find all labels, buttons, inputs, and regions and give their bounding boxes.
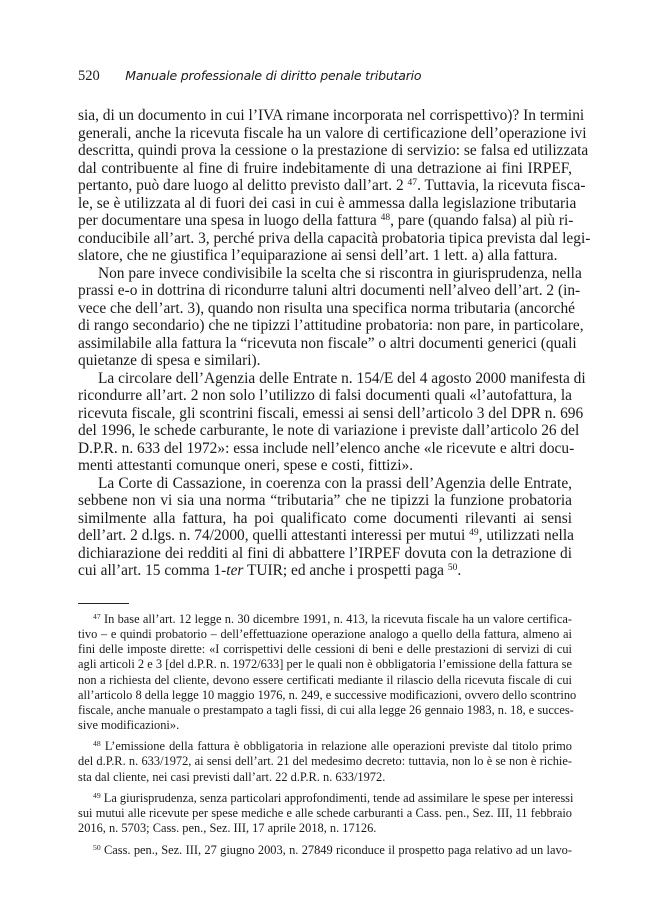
text-run: per documentare una spesa in luogo della fattura	[78, 212, 381, 229]
text-run: D.P.R. n. 633 del 1972»: essa include nell’elenco anche «le ricevute e altri docu-	[78, 439, 575, 457]
text-line	[78, 212, 572, 230]
text-run: del 1996, le schede carburante, le note di variazione i previste dall’articolo 26 del	[78, 422, 580, 439]
text-line	[78, 673, 572, 688]
text-run: del d.P.R. n. 633/1972, ai sensi dell’art. 21 del medesimo decreto: tuttavia, non lo è se non è richie-	[78, 754, 572, 769]
text-run: sta dal cliente, nei casi previsti dall’art. 22 d.P.R. n. 633/1972.	[78, 769, 386, 784]
text-run: dal contribuente al fine di fruire indebitamente di una detrazione ai fini IRPEF,	[78, 159, 572, 177]
text-line	[78, 739, 572, 754]
running-header	[78, 67, 421, 86]
text-line	[78, 422, 580, 440]
footnote-ref: 48	[380, 211, 391, 223]
text-run: fiscale, anche manuale o prestampato a tagli fissi, di cui alla legge 26 gennaio 1983, n. 18, e succes-	[78, 702, 574, 717]
text-run: 2016, n. 5703; Cass. pen., Sez. III, 17 aprile 2018, n. 17126.	[78, 821, 377, 836]
text-run: agli articoli 2 e 3 [del d.P.R. n. 1972/633] per le quali non è obbligatoria l’emissione della fattura se	[78, 657, 572, 672]
text-run: . Tuttavia, la ricevuta fisca-	[417, 177, 586, 194]
text-line	[78, 642, 572, 657]
text-run: similmente alla fattura, ha poi qualificato come documenti rilevanti ai sensi	[78, 509, 572, 527]
text-line	[78, 791, 572, 806]
text-run: fini delle imposte dirette: «I corrispettivi delle cessioni di beni e delle prestazioni di servizi di cui	[78, 642, 572, 657]
text-line	[78, 770, 572, 785]
footnote	[78, 739, 572, 784]
text-line	[78, 687, 577, 703]
text-run: sive modificazioni».	[78, 717, 180, 732]
footnotes	[78, 611, 577, 864]
text-line	[78, 475, 572, 493]
text-run: La Corte di Cassazione, in coerenza con la prassi dell’Agenzia delle Entrate,	[98, 474, 572, 492]
text-line	[78, 439, 575, 458]
text-run: ricevuta fiscale, gli scontrini fiscali, emessi ai sensi dell’articolo 3 del DPR n. 696	[78, 404, 584, 422]
text-line	[78, 492, 572, 510]
text-line	[78, 703, 572, 718]
paragraph	[78, 264, 584, 370]
text-line	[78, 806, 572, 821]
text-run: le, se è utilizzata al di fuori dei casi in cui è ammessa dalla legislazione tributaria	[78, 194, 577, 212]
footnote	[78, 611, 577, 733]
text-run: conducibile all’art. 3, perché priva della capacità probatoria tipica prevista dal legi-	[78, 229, 591, 247]
footnote-ref: 50	[93, 842, 101, 852]
text-run: ricondurre all’art. 2 non solo l’utilizzo di falsi documenti quali «l’autofattura, la	[78, 387, 572, 404]
text-run: , pare (quando falsa) al più ri-	[390, 212, 574, 229]
text-line	[78, 510, 572, 528]
text-line	[78, 229, 591, 248]
footnote-ref: 49	[93, 790, 101, 800]
text-line	[78, 264, 582, 283]
page-number: 520	[78, 68, 100, 84]
text-line	[78, 754, 572, 769]
running-title: Manuale professionale di diritto penale tributario	[125, 68, 422, 83]
text-line	[78, 334, 577, 353]
main-text	[78, 107, 591, 580]
text-run: L’emissione della fattura è obbligatoria in relazione alle operazioni previste dal titolo primo	[100, 739, 572, 754]
text-run: La giurisprudenza, senza particolari approfondimenti, tende ad assimilare le spese per interessi	[100, 790, 574, 805]
footnote	[78, 791, 572, 836]
text-line	[78, 657, 572, 672]
text-run: all’articolo 8 della legge 10 maggio 1976, n. 249, e successive modificazioni, ovvero dello scontrino	[78, 687, 577, 702]
text-line	[78, 612, 572, 627]
text-line	[78, 387, 572, 405]
footnote-separator	[78, 603, 129, 604]
footnote	[78, 843, 572, 858]
text-run: Cass. pen., Sez. III, 27 giugno 2003, n. 27849 riconduce il prospetto paga relativo ad un lavo-	[100, 842, 572, 857]
paragraph	[78, 369, 586, 475]
text-line	[78, 142, 589, 160]
text-line	[78, 282, 581, 300]
text-run: dichiarazione dei redditi al fini di abbattere l’IRPEF dovuta con la detrazione di	[78, 544, 572, 562]
text-run: dell’art. 2 d.lgs. n. 74/2000, quelli attestanti interessi per mutui	[78, 527, 470, 544]
text-run: prassi e-o in dottrina di ricondurre taluni altri documenti nell’alveo dell’art. 2 (in-	[78, 282, 581, 299]
text-line	[78, 627, 572, 642]
text-run: sui mutui alle ricevute per spese mediche e alle schede carburanti a Cass. pen., Sez. III, 11 febbraio	[78, 806, 572, 821]
text-line	[78, 317, 584, 335]
text-run: Non pare invece condivisibile la scelta che si riscontra in giurisprudenza, nella	[98, 264, 582, 282]
text-run: vece che dell’art. 3), quando non risulta una specifica norma tributaria (ancorché	[78, 299, 575, 317]
text-run: non a richiesta del cliente, devono essere certificati mediante il rilascio della ricevuta fiscale di cui	[78, 672, 572, 687]
text-line	[78, 562, 572, 580]
text-line	[78, 545, 572, 563]
text-line	[78, 843, 572, 858]
text-line	[78, 299, 575, 318]
text-line	[78, 107, 585, 125]
footnote-ref: 47	[407, 176, 418, 188]
text-line	[78, 527, 572, 545]
text-line	[78, 352, 572, 370]
footnote-ref: 47	[93, 611, 101, 621]
footnote-ref: 48	[93, 739, 101, 749]
text-run: sebbene non vi sia una norma “tributaria” che ne tipizzi la funzione probatoria	[78, 492, 572, 509]
italic-text: ter	[226, 562, 244, 579]
text-line	[78, 718, 572, 733]
text-line	[78, 821, 572, 836]
paragraph	[78, 107, 591, 265]
text-run: slatore, che ne giustifica l’equiparazione ai sensi dell’art. 1 lett. a) alla fattura.	[78, 247, 558, 264]
text-run: assimilabile alla fattura la “ricevuta non fiscale” o altri documenti generici (quali	[78, 334, 577, 352]
text-line	[78, 176, 586, 195]
text-run: sia, di un documento in cui l’IVA rimane incorporata nel corrispettivo)? In termini	[78, 107, 585, 124]
text-run: descritta, quindi prova la cessione o la prestazione di servizio: se falsa ed utilizzata	[78, 142, 589, 159]
text-run: quietanze di spesa e similari).	[78, 352, 261, 369]
text-run: cui all’art. 15 comma 1-	[78, 562, 227, 579]
text-line	[78, 124, 587, 143]
text-run: generali, anche la ricevuta fiscale ha un valore di certificazione dell’operazione ivi	[78, 124, 587, 142]
text-line	[78, 457, 572, 475]
footnote-ref: 50	[447, 561, 458, 573]
text-line	[78, 404, 584, 423]
paragraph	[78, 475, 572, 580]
footnote-ref: 49	[469, 526, 479, 538]
text-line	[78, 369, 586, 388]
text-run: tivo – e quindi probatorio – dell’effettuazione operazione analogo a quello della fattura, almeno ai	[78, 627, 572, 642]
text-line	[78, 247, 572, 265]
text-run: , utilizzati nella	[478, 527, 574, 544]
text-run: TUIR; ed anche i prospetti paga	[243, 562, 448, 579]
text-line	[78, 160, 572, 178]
text-run: In base all’art. 12 legge n. 30 dicembre 1991, n. 413, la ricevuta fiscale ha un valore certifica-	[100, 612, 572, 626]
text-run: di rango secondario) che ne tipizzi l’attitudine probatoria: non pare, in particolare,	[78, 317, 584, 334]
text-line	[78, 194, 577, 213]
text-run: .	[457, 562, 462, 579]
text-run: pertanto, può dare luogo al delitto previsto dall’art. 2	[78, 177, 408, 194]
text-run: menti attestanti comunque oneri, spese e costi, fittizi».	[78, 457, 414, 474]
text-run: La circolare dell’Agenzia delle Entrate n. 154/E del 4 agosto 2000 manifesta di	[98, 369, 586, 387]
